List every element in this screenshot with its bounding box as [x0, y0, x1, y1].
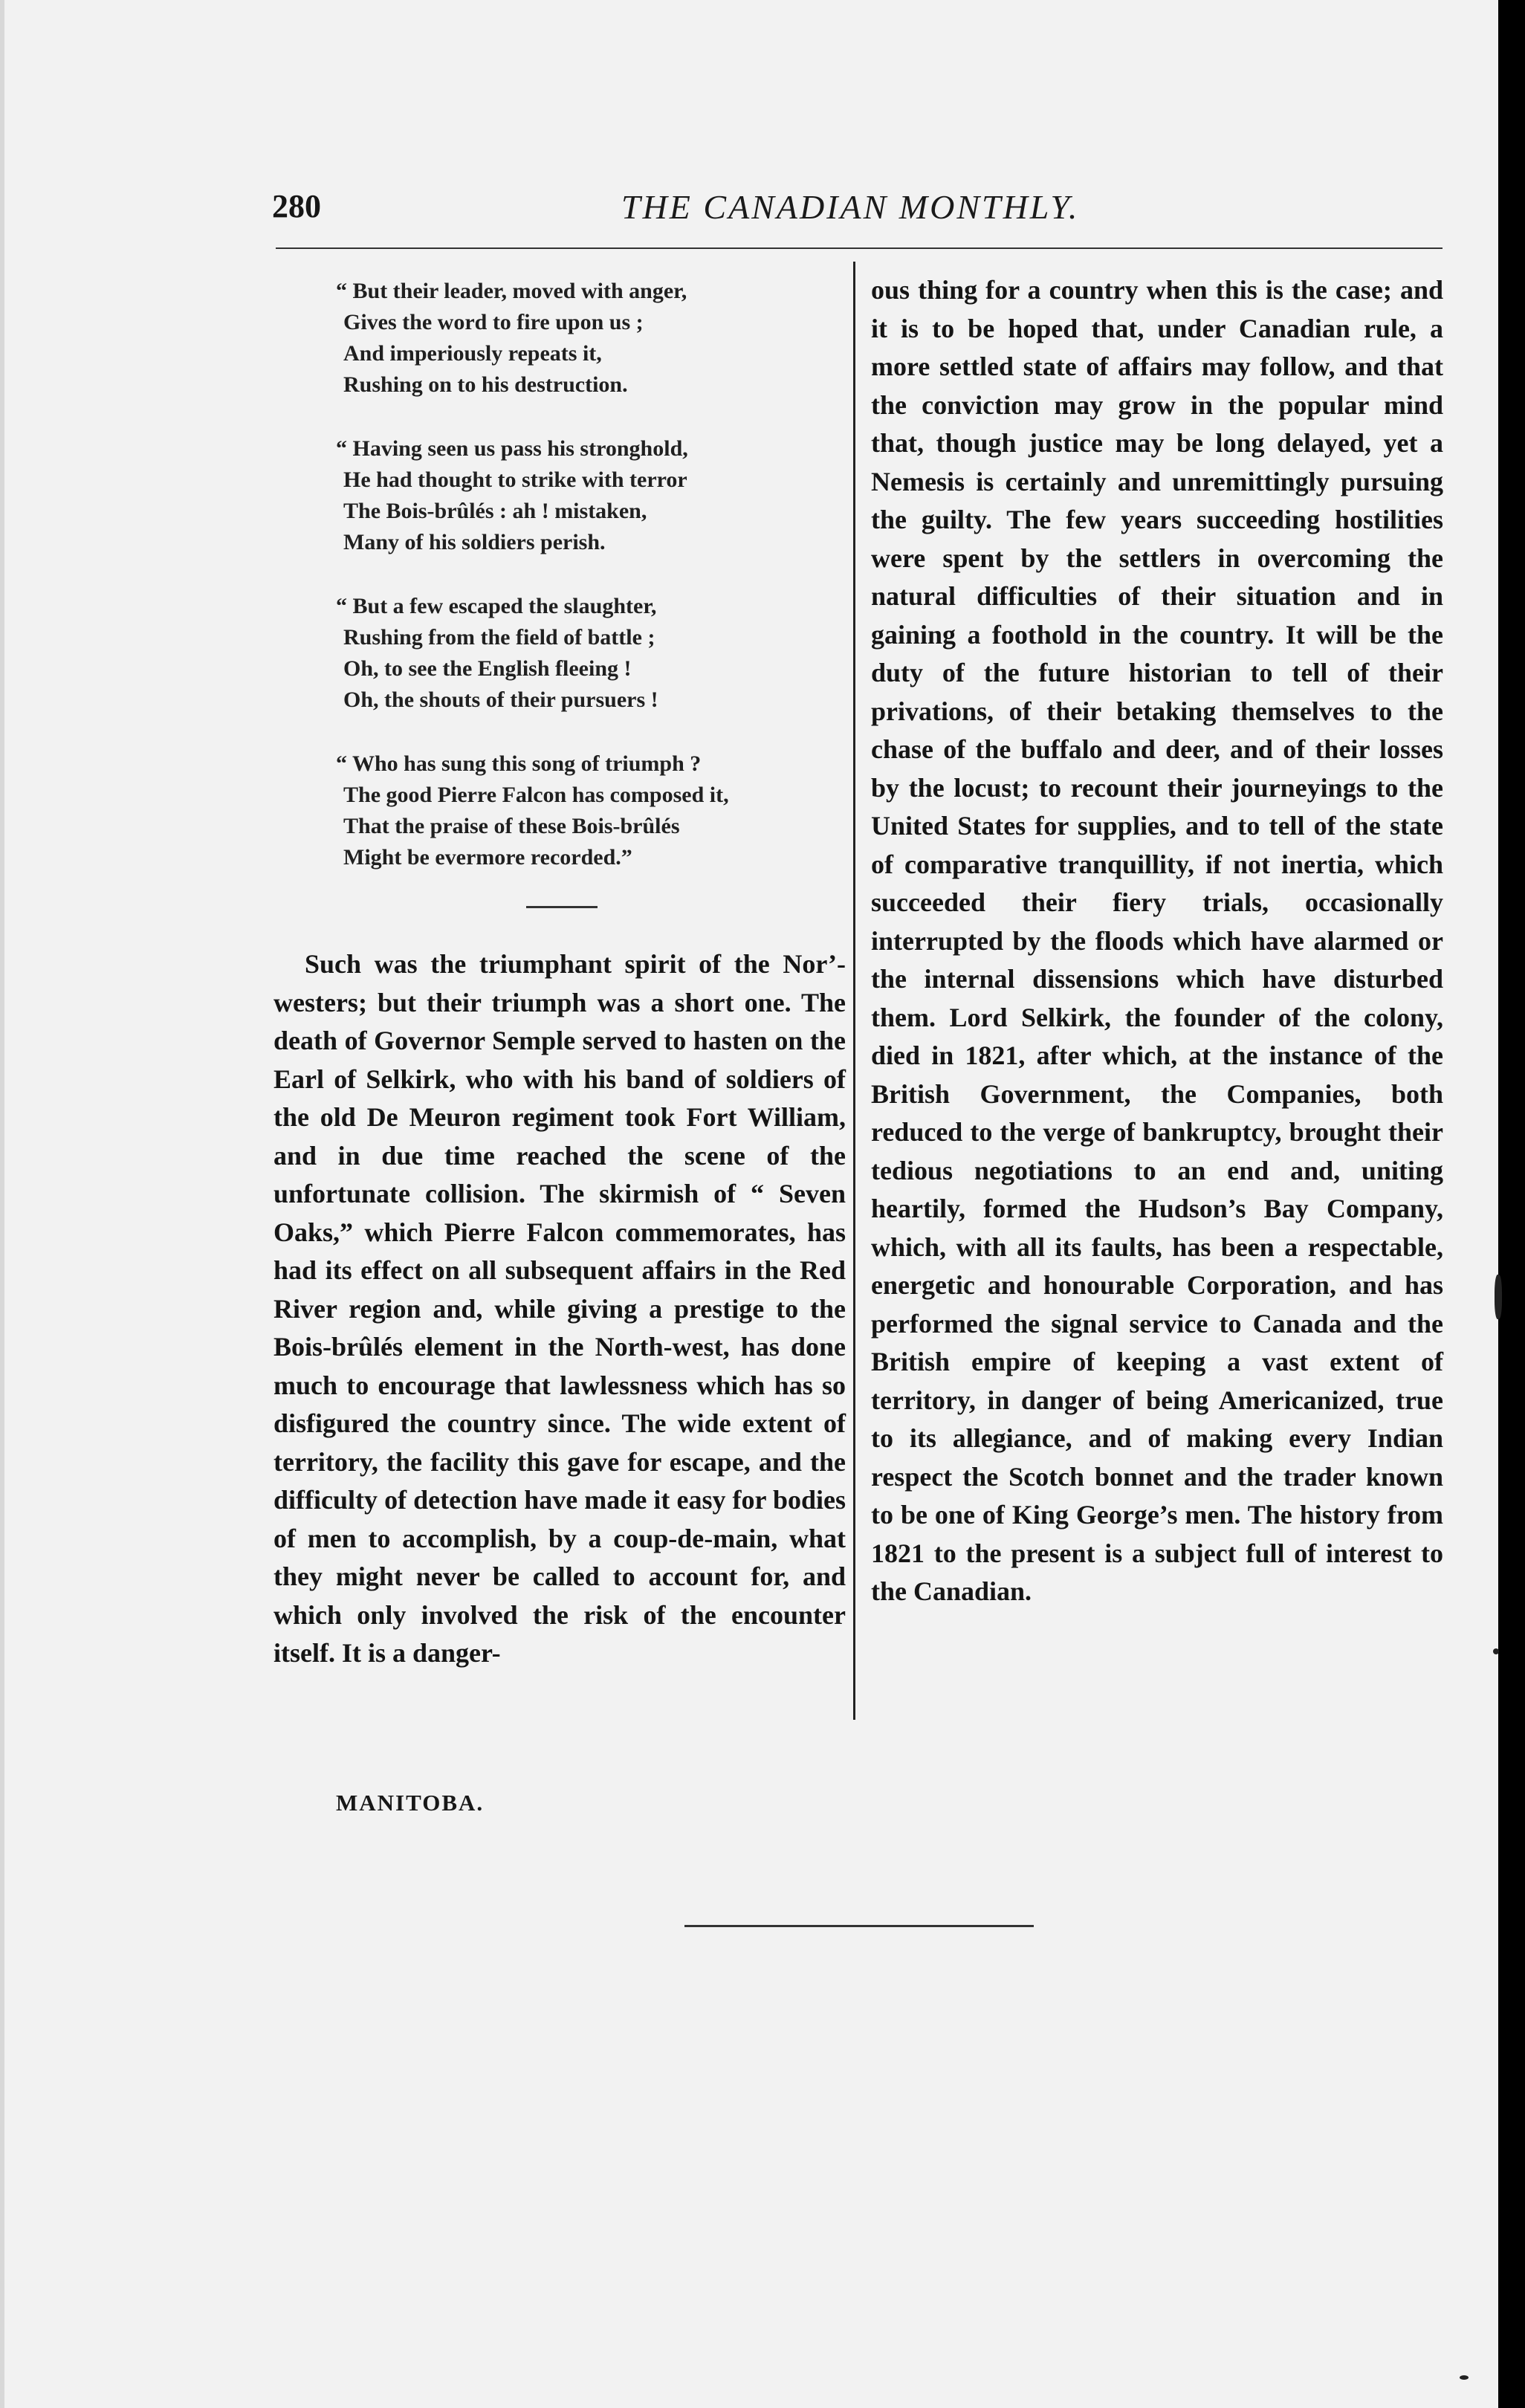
verse-line: The Bois-brûlés : ah ! mistaken,	[343, 499, 647, 523]
margin-blot	[1495, 1275, 1502, 1319]
verse-line: And imperiously repeats it,	[343, 341, 602, 366]
header-rule	[276, 247, 1443, 249]
poem-stanza	[336, 276, 846, 401]
verse-line: Oh, to see the English fleeing !	[343, 656, 632, 681]
verse-line: “ Who has sung this song of triumph ?	[336, 751, 702, 776]
column-divider	[853, 262, 855, 1720]
page-header	[272, 187, 1446, 232]
running-title: THE CANADIAN MONTHLY.	[621, 188, 1080, 226]
poem-stanza	[336, 591, 846, 716]
margin-dot	[1493, 1648, 1499, 1654]
verse-line: Rushing from the field of battle ;	[343, 625, 655, 650]
verse-line: The good Pierre Falcon has composed it,	[343, 783, 729, 807]
section-rule	[526, 906, 598, 908]
verse-line: “ But a few escaped the slaughter,	[336, 594, 657, 618]
verse-line: Rushing on to his destruction.	[343, 372, 628, 397]
right-paragraph: ous thing for a country when this is the case; and it is to be hoped that, under Canadian rule, a more settled state of affairs may follow, and that the conviction may grow in the popular mind that, though justice may be long delayed, yet a Nemesis is certainly and unremittingly pursuing the guilty. The few years succeeding hostilities were spent by the settlers in overcoming the natural difficulties of their situation and in gaining a foothold in the country. It will be the duty of the future historian to tell of their privations, of their betaking themselves to the chase of the buffalo and deer, and of their losses by the locust; to recount their journeyings to the United States for supplies, and to tell of the state of comparative tranquillity, if not inertia, which succeeded their fiery trials, occasionally interrupted by the floods which have alarmed or the internal dissensions which have disturbed them. Lord Selkirk, the founder of the colony, died in 1821, after which, at the instance of the British Government, the Companies, both reduced to the verge of bankruptcy, brought their tedious negotiations to an end and, uniting heartily, formed the Hudson’s Bay Company, which, with all its faults, has been a respectable, energetic and honourable Corporation, and has performed the signal service to Canada and the British empire of keeping a vast extent of territory, in danger of being Americanized, true to its allegiance, and of making every Indian respect the Scotch bonnet and the trader known to be one of King George’s men. The history from 1821 to the present is a subject full of interest to the Canadian.	[871, 275, 1443, 1606]
verse-line: Many of his soldiers perish.	[343, 530, 606, 554]
poem-stanza	[336, 433, 846, 558]
poem	[273, 276, 846, 873]
verse-line: That the praise of these Bois-brûlés	[343, 814, 680, 838]
signature: MANITOBA.	[336, 1790, 485, 1816]
verse-line: Might be evermore recorded.”	[343, 845, 632, 870]
margin-dot	[1460, 2375, 1469, 2380]
verse-line: He had thought to strike with terror	[343, 467, 687, 492]
poem-stanza	[336, 748, 846, 873]
verse-line: Gives the word to fire upon us ;	[343, 310, 644, 334]
left-column	[273, 271, 846, 1673]
verse-line: “ But their leader, moved with anger,	[336, 279, 687, 303]
left-paragraph: Such was the triumphant spirit of the Nor’-westers; but their triumph was a short one. The death of Governor Semple served to hasten on the Earl of Selkirk, who with his band of soldiers of the old De Meuron regiment took Fort William, and in due time reached the scene of the unfortunate collision. The skirmish of “ Seven Oaks,” which Pierre Falcon commemorates, has had its effect on all subsequent affairs in the Red River region and, while giving a prestige to the Bois-brûlés element in the North-west, has done much to encourage that lawlessness which has so disfigured the country since. The wide extent of territory, the facility this gave for escape, and the difficulty of detection have made it easy for bodies of men to accomplish, by a coup-de-main, what they might never be called to account for, and which only involved the risk of the encounter itself. It is a danger-	[273, 949, 846, 1668]
right-column	[871, 271, 1443, 1611]
verse-line: Oh, the shouts of their pursuers !	[343, 687, 658, 712]
verse-line: “ Having seen us pass his stronghold,	[336, 436, 688, 461]
end-rule	[684, 1925, 1034, 1927]
page-number: 280	[272, 188, 321, 224]
